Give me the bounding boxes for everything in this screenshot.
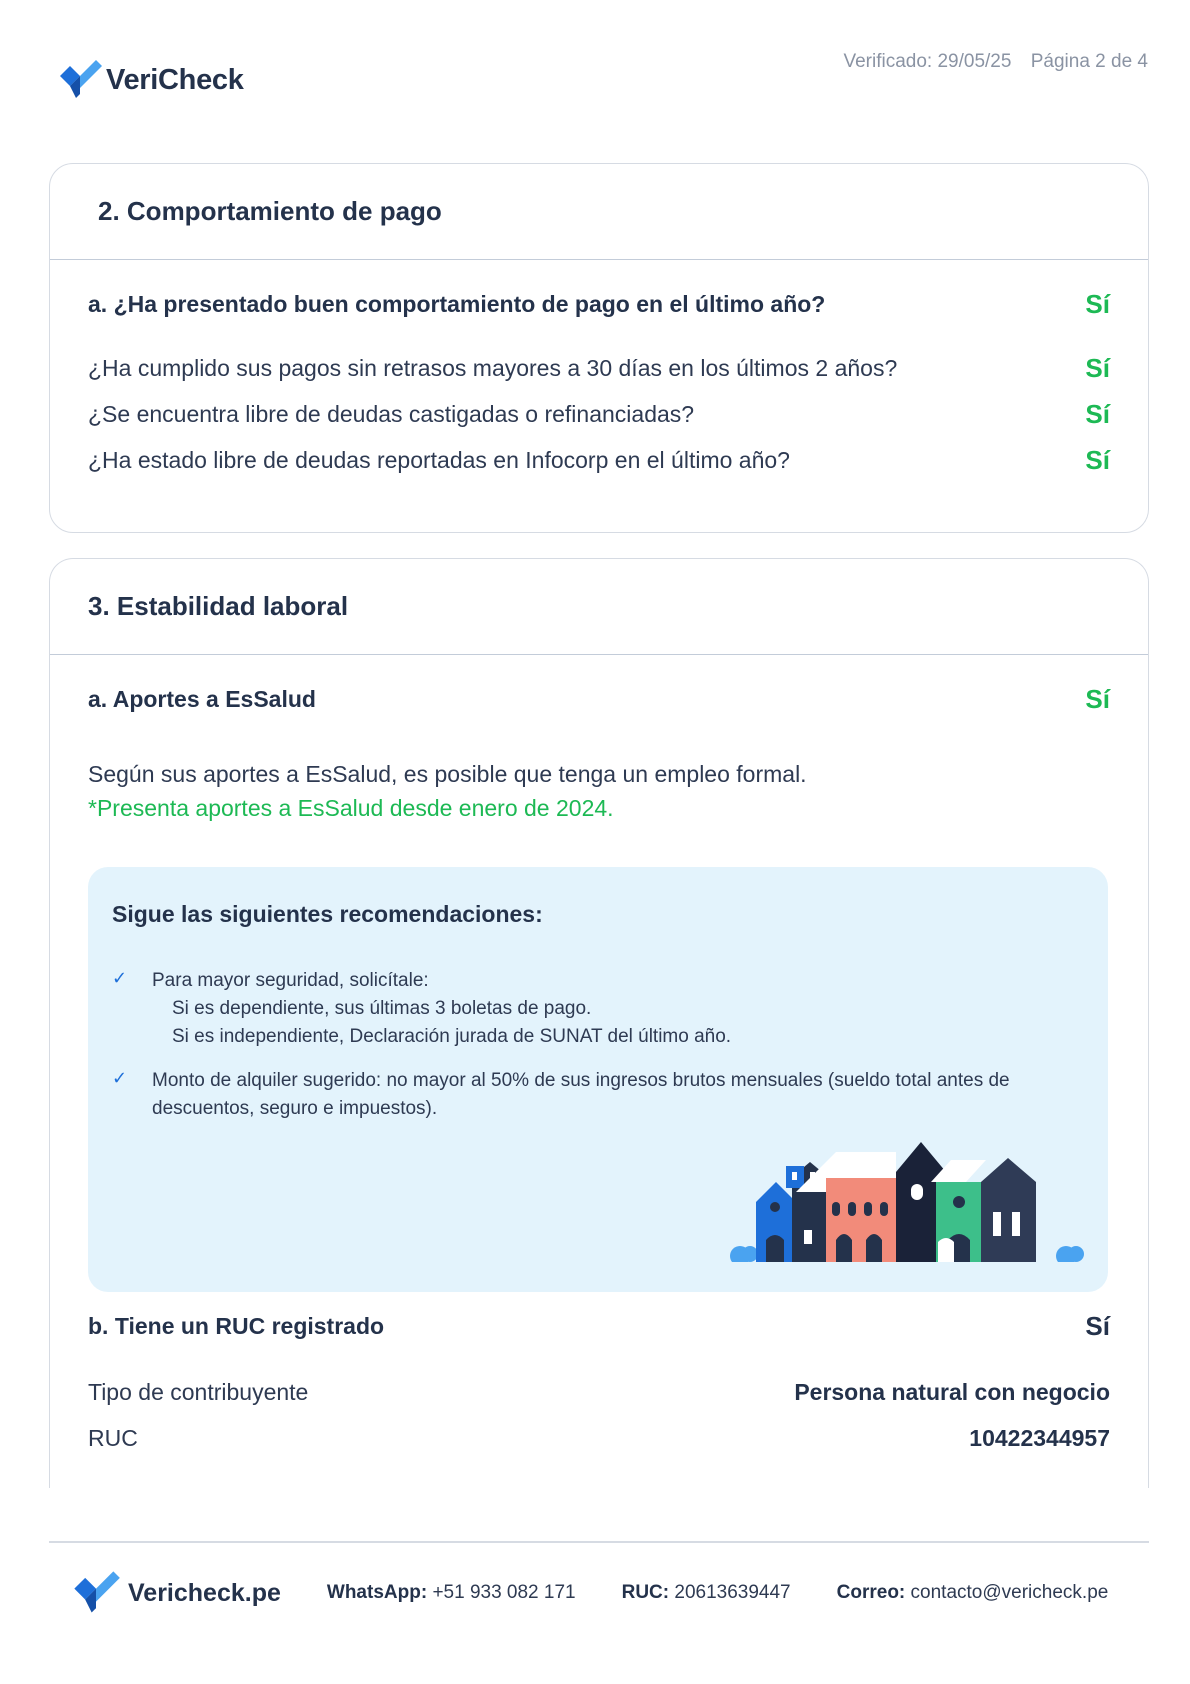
essalud-answer: Sí — [1085, 684, 1110, 714]
question-text: ¿Ha cumplido sus pagos sin retrasos mayores a 30 días en los últimos 2 años? — [88, 355, 898, 381]
question-row — [88, 445, 1110, 476]
check-icon: ✓ — [112, 1068, 128, 1088]
main-question: a. ¿Ha presentado buen comportamiento de pago en el último año? — [88, 291, 826, 317]
ruc-answer: Sí — [1085, 1311, 1110, 1341]
email-link[interactable]: contacto@vericheck.pe — [910, 1582, 1109, 1603]
recommendation-item — [112, 967, 1068, 1051]
ruc-number-row — [88, 1425, 1110, 1452]
footer-brand — [70, 1569, 281, 1617]
question-answer: Sí — [1085, 353, 1110, 383]
question-text: ¿Ha estado libre de deudas reportadas en Infocorp en el último año? — [88, 447, 790, 473]
check-icon: ✓ — [112, 968, 128, 988]
recommendations-panel — [88, 867, 1108, 1292]
whatsapp-number[interactable]: +51 933 082 171 — [432, 1582, 576, 1603]
whatsapp-label: WhatsApp: — [326, 1582, 428, 1603]
essalud-question: a. Aportes a EsSalud — [88, 686, 316, 712]
taxpayer-type-value: Persona natural con negocio — [794, 1379, 1110, 1405]
vericheck-logo-icon — [56, 58, 104, 102]
ruc-row — [88, 1311, 1110, 1342]
taxpayer-type-row — [88, 1379, 1110, 1406]
page-number: Página 2 de 4 — [1030, 51, 1148, 72]
section-title: 3. Estabilidad laboral — [50, 559, 1148, 655]
page-header — [0, 0, 1190, 150]
question-text: ¿Se encuentra libre de deudas castigadas o refinanciadas? — [88, 401, 695, 427]
question-row — [88, 399, 1110, 430]
page-footer — [70, 1563, 1130, 1623]
employment-stability-card — [49, 558, 1149, 1488]
main-question-row — [88, 289, 1110, 320]
footer-brand-name: Vericheck.pe — [128, 1578, 281, 1607]
recommendation-text: Monto de alquiler sugerido: no mayor al 50% de sus ingresos brutos mensuales (sueldo total antes de descuentos, seguro e impuestos). — [152, 1070, 1010, 1119]
recommendation-detail: Si es independiente, Declaración jurada de SUNAT del último año. — [172, 1026, 732, 1047]
document-meta — [843, 51, 1148, 73]
ruc-question: b. Tiene un RUC registrado — [88, 1313, 385, 1339]
ruc-value: 10422344957 — [969, 1425, 1110, 1451]
footer-ruc-number: 20613639447 — [674, 1582, 791, 1603]
ruc-label: RUC — [88, 1425, 138, 1451]
houses-illustration — [726, 1132, 1086, 1262]
essalud-text: Según sus aportes a EsSalud, es posible que tenga un empleo formal. — [88, 761, 807, 787]
question-answer: Sí — [1085, 399, 1110, 429]
footer-ruc — [622, 1582, 791, 1604]
recommendation-lead: Para mayor seguridad, solicítale: — [152, 970, 429, 991]
brand-logo — [56, 58, 244, 102]
question-answer: Sí — [1085, 445, 1110, 475]
email-label: Correo: — [836, 1582, 906, 1603]
footer-whatsapp — [327, 1582, 576, 1604]
section-title: 2. Comportamiento de pago — [50, 164, 1148, 260]
footer-email — [837, 1582, 1109, 1604]
taxpayer-type-label: Tipo de contribuyente — [88, 1379, 309, 1405]
footer-ruc-label: RUC: — [621, 1582, 670, 1603]
brand-name: VeriCheck — [106, 63, 244, 96]
essalud-note: *Presenta aportes a EsSalud desde enero de 2024. — [88, 795, 614, 821]
recommendations-title: Sigue las siguientes recomendaciones: — [112, 901, 543, 927]
vericheck-logo-icon — [70, 1569, 122, 1617]
recommendation-detail: Si es dependiente, sus últimas 3 boletas de pago. — [172, 998, 592, 1019]
payment-behavior-card — [49, 163, 1149, 533]
question-row — [88, 353, 1110, 384]
essalud-row — [88, 684, 1110, 715]
recommendation-item — [112, 1067, 1068, 1123]
main-answer: Sí — [1085, 289, 1110, 319]
footer-divider — [49, 1541, 1149, 1543]
verified-date: Verificado: 29/05/25 — [843, 51, 1012, 72]
